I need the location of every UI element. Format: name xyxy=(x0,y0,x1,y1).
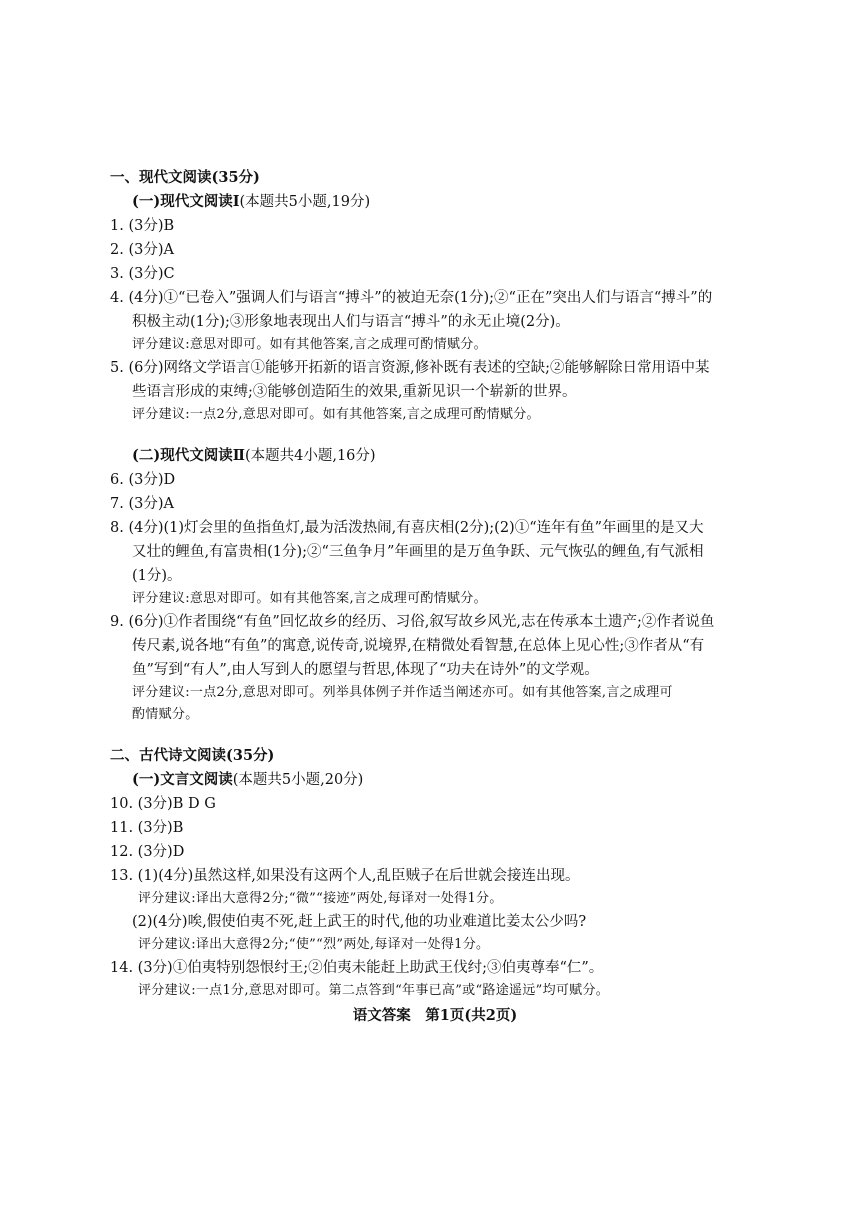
answer-q6: 6. (3分)D xyxy=(110,472,176,488)
answer-q9-line-2: 传尺素,说各地“有鱼”的寓意,说传奇,说境界,在精微处看智慧,在总体上见心性;③作者从“有 xyxy=(132,638,705,654)
answer-q4-line-1: 4. (4分)①“已卷入”强调人们与语言“搏斗”的被迫无奈(1分);②“正在”突出人们与语言“搏斗”的 xyxy=(110,290,713,306)
answer-q5-line-1: 5. (6分)网络文学语言①能够开拓新的语言资源,修补既有表述的空缺;②能够解除日常用语中某 xyxy=(110,360,710,376)
answer-q11: 11. (3分)B xyxy=(110,820,184,836)
section-2-title: 二、古代诗文阅读(35分) xyxy=(110,747,275,764)
answer-q14: 14. (3分)①伯夷特别怨恨纣王;②伯夷未能赶上助武王伐纣;③伯夷尊奉“仁”。 xyxy=(110,960,604,976)
page-footer: 语文答案 第1页(共2页) xyxy=(352,1007,518,1024)
scoring-note-q5: 评分建议:一点2分,意思对即可。如有其他答案,言之成理可酌情赋分。 xyxy=(132,407,540,422)
answer-q10: 10. (3分)B D G xyxy=(110,796,216,812)
answer-q13-part-2: (2)(4分)唉,假使伯夷不死,赶上武王的时代,他的功业难道比姜太公少吗? xyxy=(132,914,587,930)
answer-q13-part-1: 13. (1)(4分)虽然这样,如果没有这两个人,乱臣贼子在后世就会接连出现。 xyxy=(110,868,580,884)
scoring-note-q8: 评分建议:意思对即可。如有其他答案,言之成理可酌情赋分。 xyxy=(132,591,487,606)
answer-q5-line-2: 些语言形成的束缚;③能够创造陌生的效果,重新见识一个崭新的世界。 xyxy=(132,384,577,400)
part-title: (二)现代文阅读Ⅱ xyxy=(132,447,245,464)
answer-q4-line-2: 积极主动(1分);③形象地表现出人们与语言“搏斗”的永无止境(2分)。 xyxy=(132,314,570,330)
spacer xyxy=(110,726,760,744)
answer-q2: 2. (3分)A xyxy=(110,242,174,258)
part-title: (一)现代文阅读Ⅰ xyxy=(132,193,240,210)
scoring-note-q4: 评分建议:意思对即可。如有其他答案,言之成理可酌情赋分。 xyxy=(132,337,487,352)
part-note: (本题共5小题,19分) xyxy=(239,194,371,210)
answer-q9-line-1: 9. (6分)①作者围绕“有鱼”回忆故乡的经历、习俗,叙写故乡风光,志在传承本土遗产;②作者说鱼 xyxy=(110,614,715,630)
answer-content xyxy=(110,166,760,1028)
section-1-part-1-heading xyxy=(110,190,760,214)
spacer xyxy=(110,426,760,444)
answer-q3: 3. (3分)C xyxy=(110,266,175,282)
answer-q9-line-3: 鱼”写到“有人”,由人写到人的愿望与哲思,体现了“功夫在诗外”的文学观。 xyxy=(132,662,599,678)
scoring-note-q13-part-1: 评分建议:译出大意得2分;“微”“接迹”两处,每译对一处得1分。 xyxy=(138,891,503,906)
scoring-note-q14: 评分建议:一点1分,意思对即可。第二点答到“年事已高”或“路途遥远”均可赋分。 xyxy=(138,983,610,998)
part-note: (本题共5小题,20分) xyxy=(232,772,364,788)
answer-q1: 1. (3分)B xyxy=(110,218,175,234)
section-1-title: 一、现代文阅读(35分) xyxy=(110,169,260,186)
section-2-part-1-heading xyxy=(110,768,760,792)
scoring-note-q9-line-1: 评分建议:一点2分,意思对即可。列举具体例子并作适当阐述亦可。如有其他答案,言之成理可 xyxy=(132,685,673,700)
answer-q7: 7. (3分)A xyxy=(110,496,174,512)
part-title: (一)文言文阅读 xyxy=(132,771,233,788)
answer-q8-line-1: 8. (4分)(1)灯会里的鱼指鱼灯,最为活泼热闹,有喜庆相(2分);(2)①“连年有鱼”年画里的是又大 xyxy=(110,520,704,536)
answer-q12: 12. (3分)D xyxy=(110,844,185,860)
part-note: (本题共4小题,16分) xyxy=(244,448,376,464)
section-1-part-2-heading xyxy=(110,444,760,468)
answer-q8-line-3: (1分)。 xyxy=(132,568,182,584)
scoring-note-q9-line-2: 酌情赋分。 xyxy=(132,707,199,722)
scoring-note-q13-part-2: 评分建议:译出大意得2分;“使”“烈”两处,每译对一处得1分。 xyxy=(138,937,490,952)
answer-q8-line-2: 又壮的鲤鱼,有富贵相(1分);②“三鱼争月”年画里的是万鱼争跃、元气恢弘的鲤鱼,有气派相 xyxy=(132,544,704,560)
